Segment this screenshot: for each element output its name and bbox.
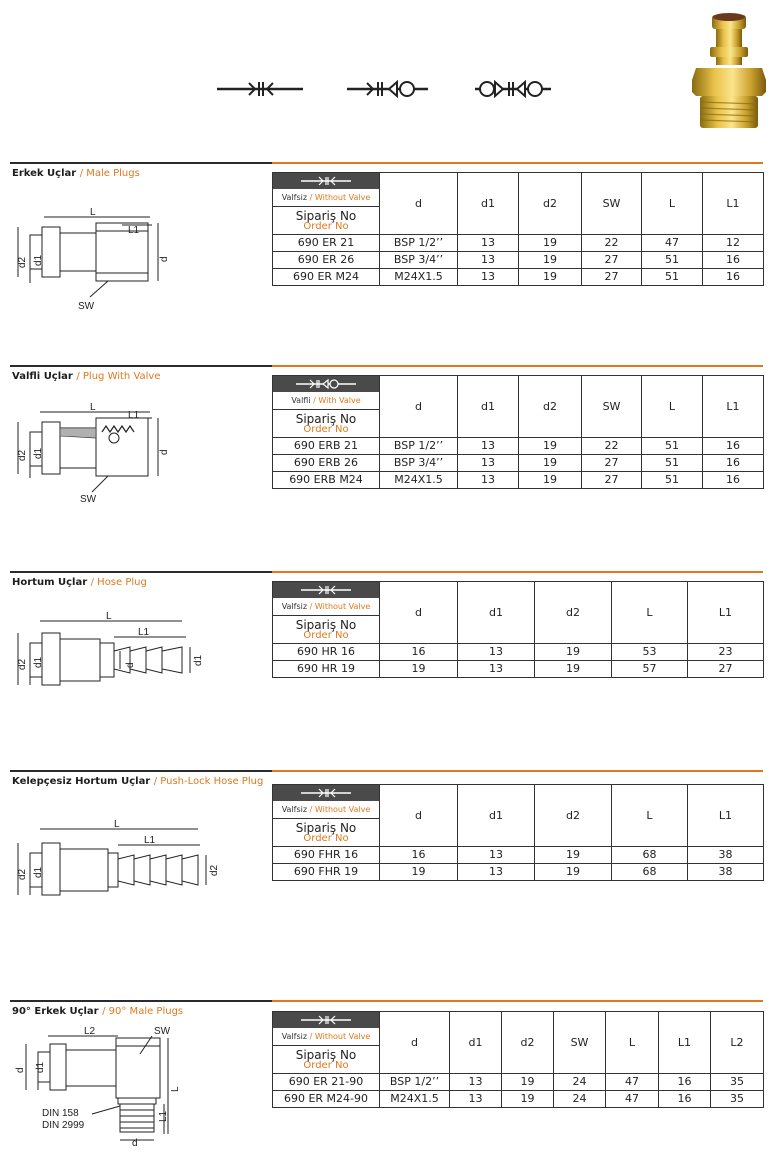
table-cell: 690 ER 21 [273,235,380,252]
table-cell: 19 [502,1091,554,1108]
section-title-tr: Valfli Uçlar [12,371,73,382]
col-header: d [380,173,458,235]
order-no-en: Order No [303,1060,349,1071]
table-cell: 19 [519,235,582,252]
table-cell: 19 [380,864,458,881]
valve-label-en: / Without Valve [309,1032,371,1041]
table-cell: M24X1.5 [380,1091,450,1108]
section-rule-orange [272,365,763,367]
col-header: L [606,1012,659,1074]
table-cell: 68 [612,864,688,881]
valve-label-en: / With Valve [313,396,361,405]
valve-label-en: / Without Valve [309,193,371,202]
valve-label-tr: Valfli [291,396,311,405]
table-cell: 51 [642,455,703,472]
section-rule-orange [272,162,763,164]
section-title-tr: Kelepçesiz Hortum Uçlar [12,776,151,787]
table-cell: BSP 3/4’’ [380,252,458,269]
table-cell: 19 [519,438,582,455]
section-title-tr: 90° Erkek Uçlar [12,1006,99,1017]
order-no-tr: Sipariş No [295,618,357,632]
dim-label-L2: L2 [84,1026,96,1037]
col-header: d [380,785,458,847]
dim-label-L1: L1 [128,225,140,236]
col-header: L1 [703,376,764,438]
table-cell: 16 [380,644,458,661]
col-header: d [380,1012,450,1074]
standard-label-din158: DIN 158 [42,1108,79,1119]
table-cell: 13 [458,644,535,661]
dim-label-d1: d1 [193,654,204,666]
table-row [273,438,764,455]
col-header: L [642,376,703,438]
section-title [12,371,161,382]
order-no-tr: Sipariş No [295,821,357,835]
section-rule-dark [10,571,272,573]
dim-label-d2: d2 [17,256,28,268]
table-cell: 13 [458,472,519,489]
table-cell: M24X1.5 [380,472,458,489]
col-header: L2 [711,1012,764,1074]
order-no-tr: Sipariş No [295,1048,357,1062]
table-cell: 13 [458,661,535,678]
dim-label-d1: d1 [33,656,44,668]
col-header: d2 [535,785,612,847]
push-lock-hose-plug-drawing [10,815,220,905]
col-header: d2 [519,376,582,438]
spec-table [272,581,764,678]
section-title-en: / Push-Lock Hose Plug [153,776,264,787]
dim-label-L1: L1 [138,627,150,638]
table-cell: 19 [535,661,612,678]
no-valve-symbol-icon [273,582,379,598]
table-cell: BSP 3/4’’ [380,455,458,472]
col-header: L [612,582,688,644]
table-cell: 47 [606,1091,659,1108]
valve-label-tr: Valfsiz [281,602,308,611]
section-title-en: / 90° Male Plugs [102,1006,184,1017]
table-row [273,847,764,864]
order-no-en: Order No [303,630,349,641]
section-title-en: / Hose Plug [90,577,147,588]
dim-label-L1: L1 [158,1110,169,1122]
col-header: SW [582,173,642,235]
table-cell: 51 [642,472,703,489]
table-cell: 68 [612,847,688,864]
section-title [12,577,147,588]
table-cell: 19 [519,455,582,472]
table-row [273,1074,764,1091]
table-cell: 690 HR 16 [273,644,380,661]
order-no-tr: Sipariş No [295,209,357,223]
standard-label-din2999: DIN 2999 [42,1120,85,1131]
col-header: d [380,376,458,438]
table-row [273,455,764,472]
valve-plug-drawing [10,398,180,508]
col-header: L1 [688,785,764,847]
col-header: d1 [450,1012,502,1074]
table-cell: 16 [659,1074,711,1091]
table-cell: 57 [612,661,688,678]
valve-label-en: / Without Valve [309,602,371,611]
section-title-tr: Hortum Uçlar [12,577,88,588]
table-cell: 13 [458,269,519,286]
table-cell: 53 [612,644,688,661]
dim-label-L: L [114,819,120,830]
table-cell: 16 [659,1091,711,1108]
table-cell: 690 ERB 21 [273,438,380,455]
section-title [12,1006,183,1017]
table-cell: 24 [554,1091,606,1108]
table-cell: 47 [642,235,703,252]
table-row [273,644,764,661]
table-cell: 16 [703,472,764,489]
section-title [12,168,140,179]
table-cell: 19 [535,864,612,881]
table-cell: 22 [582,438,642,455]
no-valve-symbol-icon [273,785,379,801]
table-cell: 13 [458,438,519,455]
table-cell: 19 [519,472,582,489]
col-header: L1 [688,582,764,644]
table-cell: 24 [554,1074,606,1091]
table-cell: 19 [535,644,612,661]
section-rule-dark [10,1000,272,1002]
table-cell: 16 [703,455,764,472]
table-cell: 38 [688,847,764,864]
90-male-plug-drawing [8,1022,198,1147]
dim-label-d: d [125,662,136,668]
hose-plug-drawing [10,605,210,695]
spec-table [272,375,764,489]
valve-label-tr: Valfsiz [281,1032,308,1041]
col-header: d2 [519,173,582,235]
coupling-one-valve-symbol [345,78,430,100]
coupling-no-valve-symbol [215,78,305,100]
order-no-header [273,1012,380,1074]
male-plug-drawing [10,205,180,315]
no-valve-symbol-icon [273,173,379,189]
dim-label-L: L [170,1086,181,1092]
table-cell: 27 [582,455,642,472]
table-row [273,252,764,269]
table-row [273,661,764,678]
table-cell: 35 [711,1091,764,1108]
valve-label-en: / Without Valve [309,805,371,814]
brass-male-plug-photo [690,10,770,132]
table-cell: 13 [458,455,519,472]
order-no-en: Order No [303,833,349,844]
section-rule-dark [10,365,272,367]
section-title [12,776,263,787]
dim-label-L: L [90,402,96,413]
table-row [273,864,764,881]
valve-label-tr: Valfsiz [281,805,308,814]
spec-table [272,172,764,286]
table-cell: 51 [642,269,703,286]
table-cell: 27 [582,269,642,286]
spec-table [272,784,764,881]
col-header: d1 [458,785,535,847]
table-cell: 19 [380,661,458,678]
section-title-en: / Male Plugs [79,168,140,179]
order-no-header [273,785,380,847]
table-cell: 19 [519,269,582,286]
table-cell: 19 [535,847,612,864]
order-no-header [273,582,380,644]
table-cell: 690 ERB M24 [273,472,380,489]
table-cell: 22 [582,235,642,252]
table-row [273,269,764,286]
dim-label-SW: SW [154,1026,171,1037]
table-cell: BSP 1/2’’ [380,438,458,455]
table-cell: 51 [642,438,703,455]
col-header: d [380,582,458,644]
table-cell: 27 [688,661,764,678]
order-no-header [273,376,380,438]
table-row [273,1091,764,1108]
no-valve-symbol-icon [273,1012,379,1028]
dim-label-d: d [159,449,170,455]
table-cell: 51 [642,252,703,269]
dim-label-L1: L1 [128,410,140,421]
dim-label-d1: d1 [35,1061,46,1073]
table-cell: 38 [688,864,764,881]
dim-label-SW: SW [78,301,95,312]
table-cell: 690 ER M24 [273,269,380,286]
table-cell: 16 [703,438,764,455]
dim-label-d2: d2 [17,658,28,670]
dim-label-L: L [90,207,96,218]
dim-label-SW: SW [80,494,97,505]
dim-label-d: d [159,256,170,262]
table-cell: M24X1.5 [380,269,458,286]
table-cell: 13 [450,1074,502,1091]
section-rule-orange [272,571,763,573]
order-no-tr: Sipariş No [295,412,357,426]
section-title-tr: Erkek Uçlar [12,168,77,179]
table-cell: 690 FHR 16 [273,847,380,864]
table-cell: 13 [458,847,535,864]
col-header: SW [554,1012,606,1074]
table-cell: BSP 1/2’’ [380,235,458,252]
col-header: d1 [458,376,519,438]
order-no-en: Order No [303,221,349,232]
dim-label-d: d [15,1067,26,1073]
col-header: d2 [502,1012,554,1074]
valve-label-tr: Valfsiz [281,193,308,202]
table-cell: 690 ER 21-90 [273,1074,380,1091]
col-header: L [642,173,703,235]
dim-label-d1: d1 [33,866,44,878]
col-header: L1 [659,1012,711,1074]
table-cell: 690 FHR 19 [273,864,380,881]
col-header: d1 [458,582,535,644]
dim-label-L1: L1 [144,835,156,846]
dim-label-d2: d2 [17,868,28,880]
valve-symbol-icon [273,376,379,392]
table-cell: 690 ERB 26 [273,455,380,472]
table-cell: 13 [458,864,535,881]
table-cell: 35 [711,1074,764,1091]
coupling-two-valve-symbol [473,78,553,100]
table-cell: 47 [606,1074,659,1091]
section-rule-orange [272,770,763,772]
spec-table [272,1011,764,1108]
table-row [273,235,764,252]
order-no-en: Order No [303,424,349,435]
section-rule-orange [272,1000,763,1002]
table-cell: BSP 1/2’’ [380,1074,450,1091]
col-header: d2 [535,582,612,644]
col-header: L [612,785,688,847]
table-cell: 13 [458,252,519,269]
section-rule-dark [10,770,272,772]
table-cell: 27 [582,472,642,489]
table-cell: 16 [703,252,764,269]
col-header: SW [582,376,642,438]
table-cell: 19 [519,252,582,269]
table-cell: 12 [703,235,764,252]
table-row [273,472,764,489]
table-cell: 13 [450,1091,502,1108]
table-cell: 690 ER 26 [273,252,380,269]
table-cell: 16 [380,847,458,864]
dim-label-d1: d1 [33,447,44,459]
table-cell: 23 [688,644,764,661]
table-cell: 16 [703,269,764,286]
dim-label-d: d [132,1138,138,1147]
dim-label-d2: d2 [209,864,220,876]
dim-label-d2: d2 [17,449,28,461]
table-cell: 690 ER M24-90 [273,1091,380,1108]
table-cell: 27 [582,252,642,269]
section-title-en: / Plug With Valve [76,371,161,382]
order-no-header [273,173,380,235]
col-header: d1 [458,173,519,235]
table-cell: 19 [502,1074,554,1091]
dim-label-d1: d1 [33,254,44,266]
section-rule-dark [10,162,272,164]
table-cell: 690 HR 19 [273,661,380,678]
table-cell: 13 [458,235,519,252]
col-header: L1 [703,173,764,235]
dim-label-L: L [106,611,112,622]
